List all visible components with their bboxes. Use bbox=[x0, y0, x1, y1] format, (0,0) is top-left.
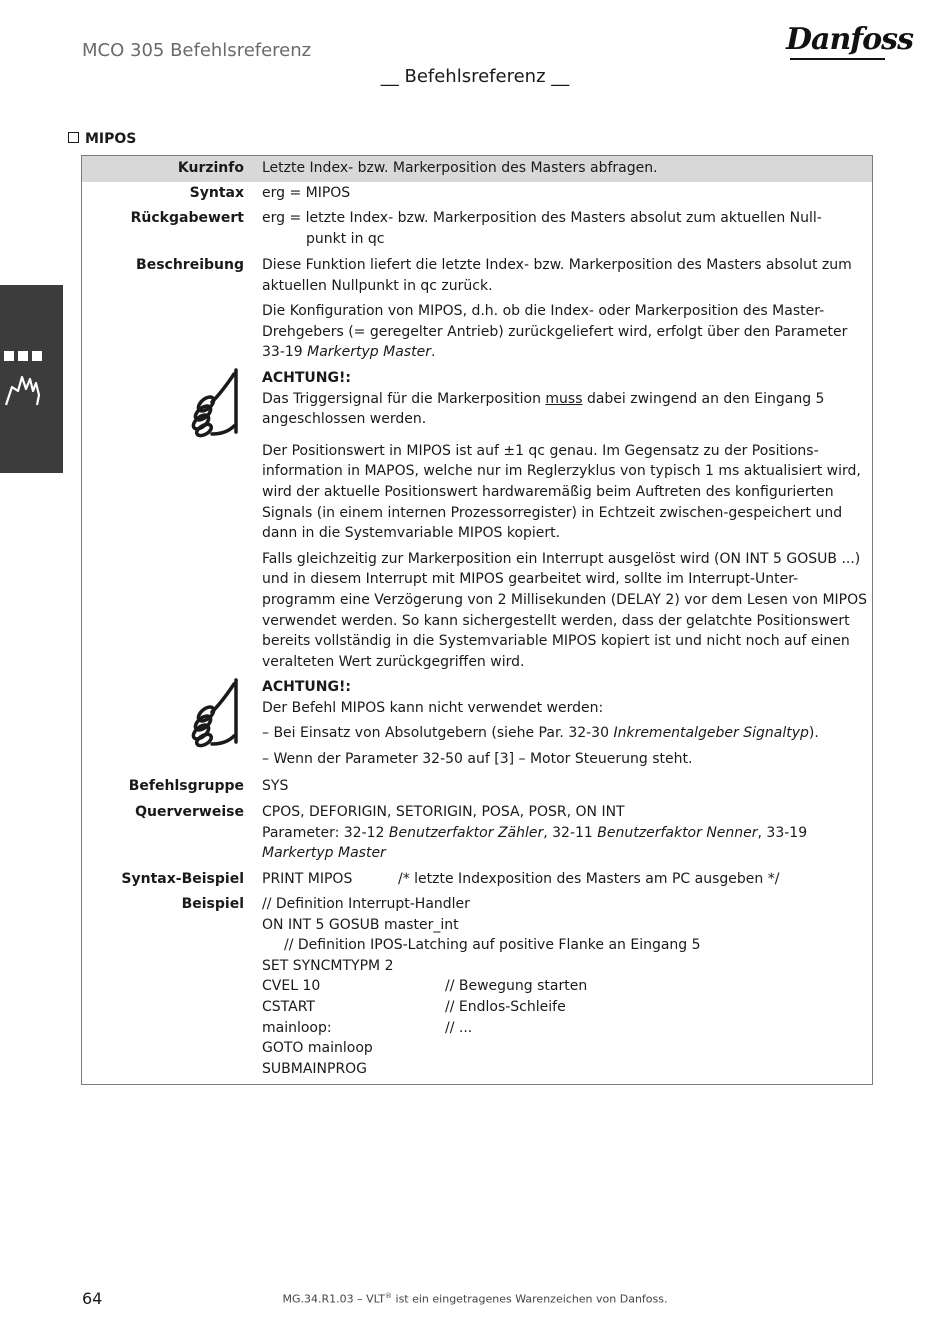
tab-square-icon bbox=[4, 351, 14, 361]
value-beschreibung bbox=[262, 255, 868, 770]
code-line: SUBMAINPROG bbox=[262, 1060, 368, 1077]
value-befehlsgruppe: SYS bbox=[262, 778, 289, 794]
tab-square-icon bbox=[32, 351, 42, 361]
command-heading bbox=[68, 131, 136, 147]
warning-2-title: ACHTUNG!: bbox=[262, 679, 351, 696]
label-rueckgabewert: Rückgabewert bbox=[130, 210, 244, 226]
pointing-hand-icon bbox=[0, 365, 50, 415]
warning-2-text: Der Befehl MIPOS kann nicht verwendet werden: bbox=[262, 699, 604, 716]
row-kurzinfo bbox=[82, 156, 872, 182]
warning-hand-icon bbox=[190, 366, 246, 438]
warn1-underlined: muss bbox=[545, 390, 583, 407]
command-table bbox=[81, 155, 873, 1085]
syntax-example-comment: /* letzte Indexposition des Masters am PC ausgeben */ bbox=[398, 871, 780, 887]
value-syntax-beispiel bbox=[262, 869, 868, 890]
warning-2-bullet-2: – Wenn der Parameter 32-50 auf [3] – Motor Steuerung steht. bbox=[262, 751, 693, 768]
label-syntax-beispiel: Syntax-Beispiel bbox=[121, 871, 244, 887]
warn1-text-a: Das Triggersignal für die Markerposition bbox=[262, 390, 546, 407]
warning-1-title: ACHTUNG!: bbox=[262, 369, 351, 386]
syntax-example-code: PRINT MIPOS bbox=[262, 871, 353, 887]
code-line bbox=[262, 976, 868, 997]
code-statement: mainloop: bbox=[262, 1019, 332, 1036]
label-kurzinfo: Kurzinfo bbox=[177, 160, 244, 176]
description-paragraph-1: Diese Funktion liefert die letzte Index- bzw. Markerposition des Masters absolut zum aktuellen Nullpunkt in qc zurück. bbox=[262, 257, 852, 294]
param-name-3: Markertyp Master bbox=[262, 845, 386, 862]
description-paragraph-3: Der Positionswert in MIPOS ist auf ±1 qc genau. Im Gegensatz zu der Positions-information in MAPOS, welche nur im Reglerzyklus von typisch 1 ms aktualisiert wird, wird der aktuelle Positionswert hardwaremäßig beim Auftreten des konfigurierten Signals (in einem internen Prozessorregister) in Echtzeit zwischen-gespeichert und dann in die Systemvariable MIPOS kopiert. bbox=[262, 442, 861, 542]
querverweise-parameters bbox=[262, 823, 868, 844]
code-comment: // ... bbox=[445, 1019, 473, 1036]
command-name: MIPOS bbox=[85, 131, 137, 147]
registered-mark: ® bbox=[385, 1292, 393, 1300]
code-line: // Definition Interrupt-Handler bbox=[262, 896, 470, 912]
checkbox-square-icon bbox=[68, 132, 79, 143]
param-name-1: Benutzerfaktor Zähler bbox=[388, 824, 544, 841]
rueckgabe-line-2: punkt in qc bbox=[306, 230, 385, 247]
page-number: 64 bbox=[82, 1289, 103, 1308]
label-beschreibung: Beschreibung bbox=[136, 257, 244, 273]
label-beispiel: Beispiel bbox=[181, 896, 244, 912]
code-line: ON INT 5 GOSUB master_int bbox=[262, 916, 459, 933]
code-statement: CSTART bbox=[262, 998, 315, 1015]
document-title: MCO 305 Befehlsreferenz bbox=[82, 40, 312, 61]
code-line: SET SYNCMTYPM 2 bbox=[262, 957, 394, 974]
code-line bbox=[262, 997, 868, 1018]
bullet1-text-a: – Bei Einsatz von Absolutgebern (siehe Par. 32-30 bbox=[262, 725, 614, 742]
querverweise-commands: CPOS, DEFORIGIN, SETORIGIN, POSA, POSR, ON INT bbox=[262, 804, 625, 820]
value-beispiel bbox=[262, 894, 868, 1079]
value-querverweise bbox=[262, 802, 868, 864]
bullet1-text-b: ). bbox=[808, 725, 819, 742]
code-comment: // Bewegung starten bbox=[445, 978, 588, 995]
p2-parameter-name: Markertyp Master bbox=[307, 344, 431, 361]
description-paragraph-2 bbox=[262, 301, 868, 363]
warning-1-text bbox=[262, 389, 868, 430]
footer-text-a: MG.34.R1.03 – VLT bbox=[282, 1292, 386, 1306]
code-line: GOTO mainloop bbox=[262, 1040, 373, 1057]
bullet1-parameter-name: Inkrementalgeber Signaltyp bbox=[613, 725, 809, 742]
footer-text-b: ist ein eingetragenes Warenzeichen von Danfoss. bbox=[392, 1292, 668, 1306]
logo-underline bbox=[790, 58, 885, 60]
p2-end: . bbox=[430, 344, 436, 361]
value-rueckgabewert bbox=[262, 208, 868, 249]
code-comment: // Endlos-Schleife bbox=[445, 998, 566, 1015]
param-text-c: , 33-19 bbox=[757, 824, 808, 841]
code-line: // Definition IPOS-Latching auf positive Flanke an Eingang 5 bbox=[284, 937, 701, 954]
code-line bbox=[262, 1018, 868, 1039]
label-syntax: Syntax bbox=[189, 185, 244, 201]
warn1-text-b: dabei zwingend an den Eingang 5 angeschlossen werden. bbox=[262, 390, 825, 428]
danfoss-logo: Danfoss bbox=[786, 22, 913, 57]
section-title: __ Befehlsreferenz __ bbox=[380, 66, 570, 87]
chapter-tab bbox=[0, 285, 63, 473]
p2-text: Die Konfiguration von MIPOS, d.h. ob die Index- oder Markerposition des Master-Drehgebers (= geregelter Antrieb) zurückgeliefert wird, erfolgt über den Parameter 33-19 bbox=[262, 303, 848, 361]
rueckgabe-line-1: erg = letzte Index- bzw. Markerposition des Masters absolut zum aktuellen Null- bbox=[262, 210, 822, 226]
label-befehlsgruppe: Befehlsgruppe bbox=[128, 778, 244, 794]
warning-2-bullet-1 bbox=[262, 723, 868, 744]
tab-square-icon bbox=[18, 351, 28, 361]
label-querverweise: Querverweise bbox=[135, 804, 244, 820]
footer-trademark bbox=[0, 1292, 950, 1306]
param-text-a: Parameter: 32-12 bbox=[262, 824, 389, 841]
warning-hand-icon bbox=[190, 676, 246, 748]
param-name-2: Benutzerfaktor Nenner bbox=[597, 824, 758, 841]
value-kurzinfo: Letzte Index- bzw. Markerposition des Masters abfragen. bbox=[262, 160, 658, 176]
description-paragraph-4: Falls gleichzeitig zur Markerposition ein Interrupt ausgelöst wird (ON INT 5 GOSUB ...) und in diesem Interrupt mit MIPOS gearbeitet wird, sollte im Interrupt-Unter-programm eine Verzögerung von 2 Millisekunden (DELAY 2) vor dem Lesen von MIPOS verwendet werden. So kann sichergestellt werden, dass der gelatchte Positionswert bereits vollständig in die Systemvariable MIPOS kopiert ist und nicht noch auf einen veralteten Wert zurückgegriffen wird. bbox=[262, 550, 868, 670]
value-syntax: erg = MIPOS bbox=[262, 185, 351, 201]
code-statement: CVEL 10 bbox=[262, 978, 321, 995]
param-text-b: , 32-11 bbox=[543, 824, 598, 841]
